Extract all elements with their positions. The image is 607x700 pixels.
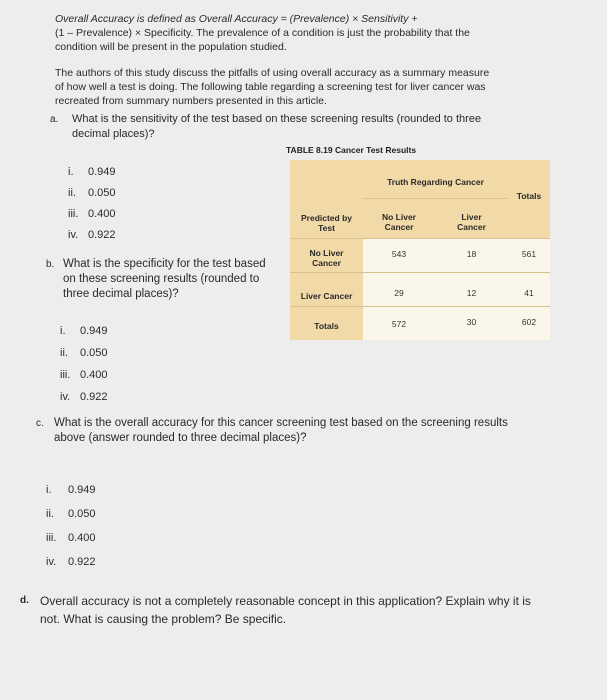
- row-1-label-line-1: No Liver: [309, 248, 344, 258]
- question-d-line-2: not. What is causing the problem? Be specific.: [40, 612, 287, 626]
- option-numeral: iii.: [46, 532, 57, 544]
- option-b-iv[interactable]: [60, 391, 108, 403]
- col-no-liver-line-2: Cancer: [384, 222, 414, 232]
- cell-totals-no-liver: 572: [391, 319, 407, 329]
- option-numeral: iv.: [60, 391, 71, 403]
- context-line-2: of how well a test is doing. The following table regarding a screening test for liver cancer was: [55, 81, 486, 93]
- option-b-ii[interactable]: [60, 347, 108, 359]
- col-liver-line-2: Cancer: [457, 222, 486, 232]
- question-b-letter: b.: [46, 259, 55, 270]
- option-b-iii[interactable]: [60, 369, 108, 381]
- predicted-header: [290, 208, 363, 238]
- option-c-iv[interactable]: [46, 556, 96, 568]
- question-d-line-1: Overall accuracy is not a completely reasonable concept in this application? Explain why it is: [40, 594, 531, 608]
- cell-totals-liver: 30: [466, 317, 477, 327]
- context-line-3: recreated from summary numbers presented in this article.: [55, 95, 327, 107]
- predicted-header-line-2: Test: [318, 223, 335, 233]
- question-c-line-1: What is the overall accuracy for this cancer screening test based on the screening results: [54, 417, 508, 429]
- option-numeral: i.: [60, 325, 66, 337]
- option-value: 0.949: [80, 325, 108, 337]
- option-numeral: iii.: [60, 369, 71, 381]
- option-numeral: ii.: [68, 187, 76, 199]
- cell-liver-no-liver: 29: [394, 288, 404, 298]
- cell-no-liver-liver: 18: [466, 249, 477, 259]
- option-value: 0.922: [80, 391, 108, 403]
- option-c-ii[interactable]: [46, 508, 96, 520]
- option-b-i[interactable]: [60, 325, 108, 337]
- definition-line-3: condition will be present in the population studied.: [55, 41, 287, 53]
- row-1-label-line-2: Cancer: [312, 258, 341, 268]
- option-value: 0.050: [80, 347, 108, 359]
- question-d: [20, 592, 605, 628]
- question-b-line-2: on these screening results (rounded to: [63, 273, 260, 285]
- option-numeral: ii.: [60, 347, 68, 359]
- option-a-iii[interactable]: [68, 208, 116, 220]
- option-value: 0.050: [88, 187, 116, 199]
- question-c: [36, 416, 576, 446]
- option-value: 0.949: [68, 484, 96, 496]
- row-label-liver-cancer: Liver Cancer: [300, 291, 353, 301]
- cell-no-liver-total: 561: [521, 249, 537, 259]
- question-a-line-2: decimal places)?: [72, 128, 155, 140]
- option-a-iv[interactable]: [68, 229, 116, 241]
- option-value: 0.922: [88, 229, 116, 241]
- cancer-results-table: [290, 160, 550, 340]
- option-a-i[interactable]: [68, 166, 116, 178]
- question-b-line-1: What is the specificity for the test based: [63, 258, 266, 270]
- cell-liver-total: 41: [524, 288, 534, 298]
- option-numeral: ii.: [46, 508, 54, 520]
- option-numeral: iii.: [68, 208, 79, 220]
- question-c-letter: c.: [36, 418, 44, 429]
- option-value: 0.922: [68, 556, 96, 568]
- question-a-line-1: What is the sensitivity of the test based on these screening results (rounded to three: [72, 113, 482, 125]
- option-value: 0.400: [68, 532, 96, 544]
- context-line-1: The authors of this study discuss the pitfalls of using overall accuracy as a summary measure: [55, 67, 490, 79]
- predicted-header-line-1: Predicted by: [300, 213, 353, 223]
- option-a-ii[interactable]: [68, 187, 116, 199]
- option-value: 0.400: [88, 208, 116, 220]
- question-c-line-2: above (answer rounded to three decimal places)?: [54, 432, 307, 444]
- option-numeral: i.: [68, 166, 74, 178]
- definition-paragraph: [55, 12, 585, 54]
- row-label-totals: Totals: [314, 321, 339, 331]
- option-numeral: i.: [46, 484, 52, 496]
- question-d-letter: d.: [20, 595, 29, 606]
- table-title: TABLE 8.19 Cancer Test Results: [286, 145, 417, 155]
- truth-header: Truth Regarding Cancer: [387, 177, 484, 187]
- col-liver-line-1: Liver: [461, 212, 482, 222]
- definition-line-2: (1 – Prevalence) × Specificity. The prevalence of a condition is just the probability that the: [55, 27, 470, 39]
- definition-line-1: Overall Accuracy is defined as Overall Accuracy = (Prevalence) × Sensitivity +: [55, 13, 418, 25]
- option-numeral: iv.: [68, 229, 79, 241]
- question-a: [50, 112, 520, 142]
- col-no-liver-cancer: [363, 206, 435, 238]
- option-value: 0.400: [80, 369, 108, 381]
- context-paragraph: [55, 66, 585, 108]
- cell-no-liver-no-liver: 543: [391, 249, 407, 259]
- option-c-i[interactable]: [46, 484, 96, 496]
- option-numeral: iv.: [46, 556, 57, 568]
- col-liver-cancer: [435, 206, 508, 238]
- col-no-liver-line-1: No Liver: [381, 212, 416, 222]
- option-value: 0.949: [88, 166, 116, 178]
- option-c-iii[interactable]: [46, 532, 96, 544]
- row-label-no-liver: [290, 244, 363, 272]
- question-b: [46, 257, 286, 302]
- cell-liver-liver: 12: [466, 288, 477, 298]
- question-a-letter: a.: [50, 114, 59, 125]
- option-value: 0.050: [68, 508, 96, 520]
- question-b-line-3: three decimal places)?: [63, 288, 179, 300]
- totals-header: Totals: [516, 191, 542, 201]
- cell-totals-total: 602: [521, 317, 537, 327]
